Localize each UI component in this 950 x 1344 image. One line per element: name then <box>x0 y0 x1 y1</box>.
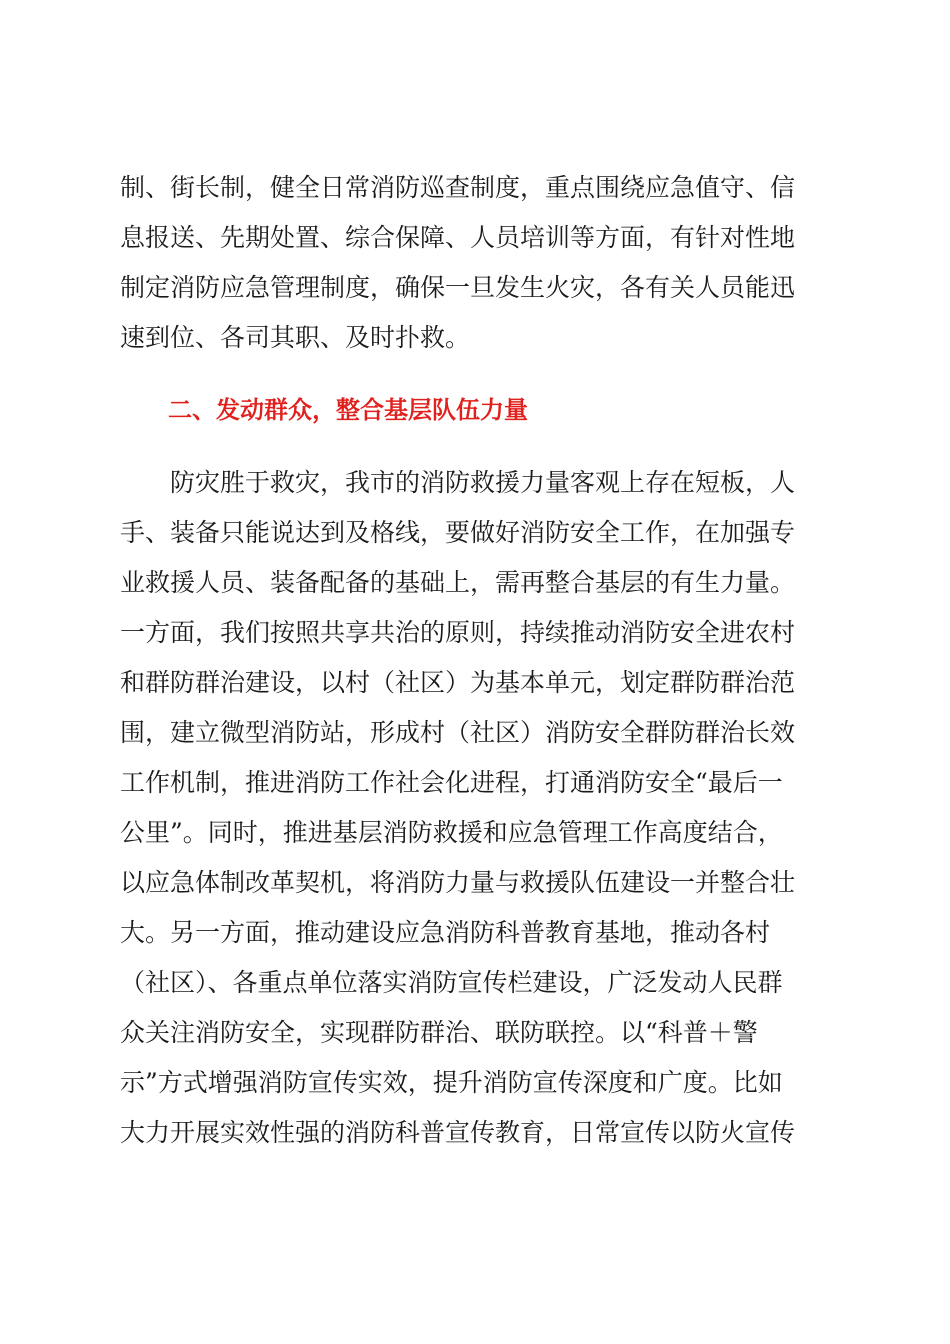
paragraph-2-line-5: 和群防群治建设，以村（社区）为基本单元，划定群防群治范 <box>120 668 796 697</box>
paragraph-2-line-9: 以应急体制改革契机，将消防力量与救援队伍建设一并整合壮 <box>120 868 796 897</box>
paragraph-1-line-4: 速到位、各司其职、及时扑救。 <box>120 323 471 352</box>
paragraph-1-line-2: 息报送、先期处置、综合保障、人员培训等方面，有针对性地 <box>120 223 796 252</box>
paragraph-2-line-1: 防灾胜于救灾，我市的消防救援力量客观上存在短板，人 <box>170 468 796 497</box>
paragraph-2-line-12: 众关注消防安全，实现群防群治、联防联控。以“科普＋警 <box>120 1018 758 1047</box>
paragraph-2-line-4: 一方面，我们按照共享共治的原则，持续推动消防安全进农村 <box>120 618 796 647</box>
paragraph-2-line-10: 大。另一方面，推动建设应急消防科普教育基地，推动各村 <box>120 918 771 947</box>
paragraph-2-line-13: 示”方式增强消防宣传实效，提升消防宣传深度和广度。比如 <box>120 1068 783 1097</box>
paragraph-1-line-1: 制、街长制，健全日常消防巡查制度，重点围绕应急值守、信 <box>120 173 796 202</box>
section-2-heading: 二、发动群众，整合基层队伍力量 <box>168 396 528 424</box>
paragraph-2-line-2: 手、装备只能说达到及格线，要做好消防安全工作，在加强专 <box>120 518 796 547</box>
paragraph-2-line-3: 业救援人员、装备配备的基础上，需再整合基层的有生力量。 <box>120 568 796 597</box>
paragraph-2-line-7: 工作机制，推进消防工作社会化进程，打通消防安全“最后一 <box>120 768 783 797</box>
paragraph-2-line-14: 大力开展实效性强的消防科普宣传教育，日常宣传以防火宣传 <box>120 1118 796 1147</box>
paragraph-2-line-11: （社区）、各重点单位落实消防宣传栏建设，广泛发动人民群 <box>120 968 783 997</box>
paragraph-1-line-3: 制定消防应急管理制度，确保一旦发生火灾，各有关人员能迅 <box>120 273 796 302</box>
paragraph-2-line-8: 公里”。同时，推进基层消防救援和应急管理工作高度结合， <box>120 818 783 847</box>
paragraph-2-line-6: 围，建立微型消防站，形成村（社区）消防安全群防群治长效 <box>120 718 796 747</box>
